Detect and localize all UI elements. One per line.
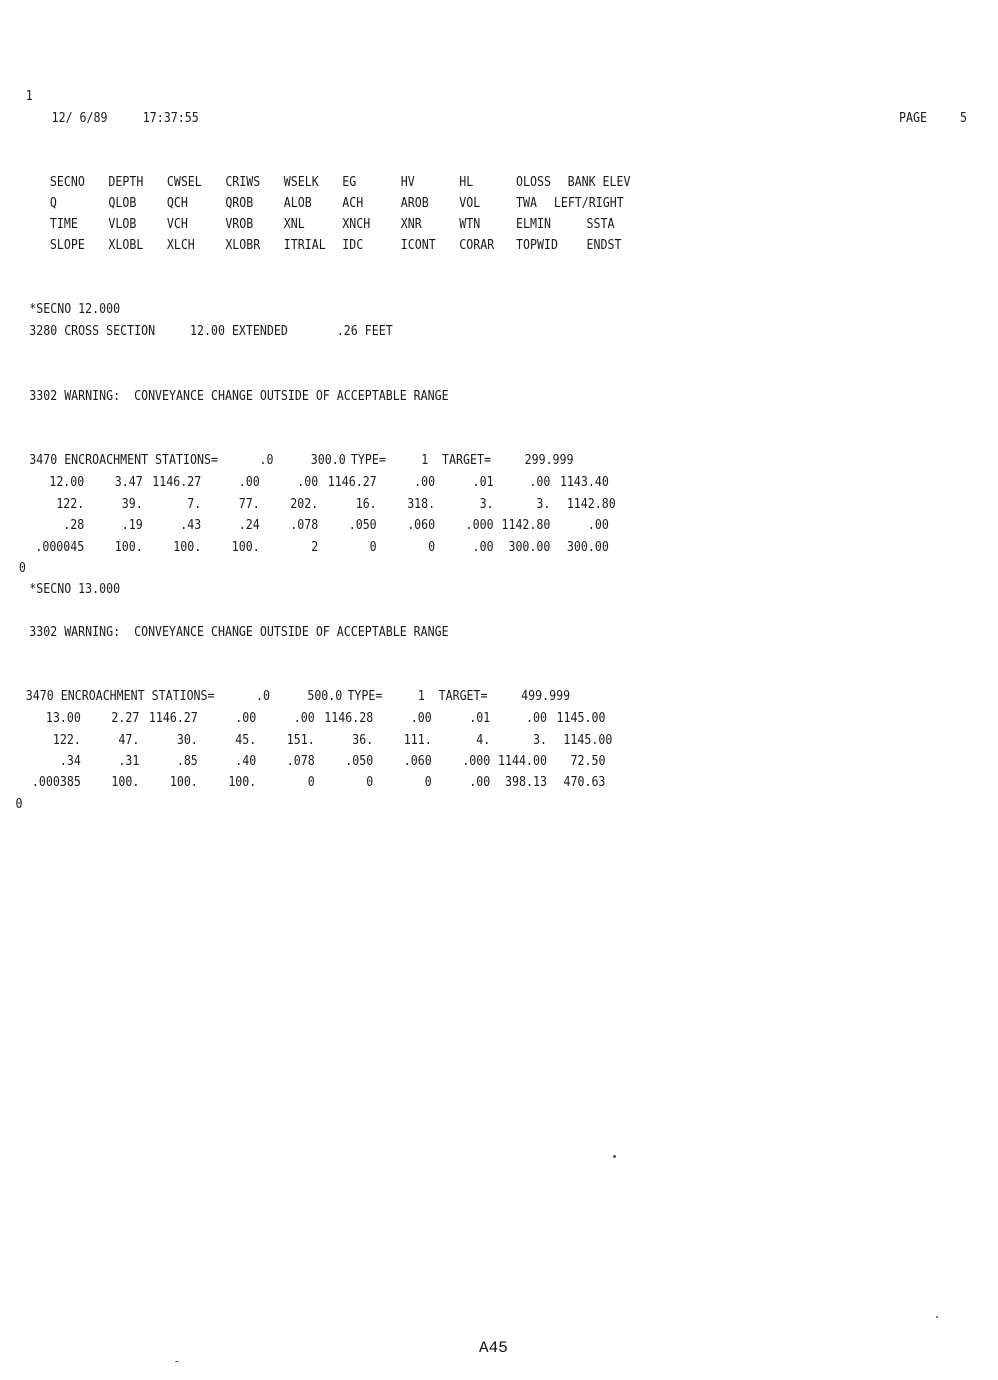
- run-date: 12/ 6/89: [51, 110, 108, 126]
- table-row: 12.00 3.47 1146.27 .00 .00 1146.27 .00 .01 .00 1143.40: [49, 474, 609, 490]
- legend-row: Q QLOB QCH QROB ALOB ACH AROB VOL TWA LEFT/RIGHT: [49, 195, 624, 211]
- table-row: .000045 100. 100. 100. 2 0 0 .00 300.00 300.00: [35, 539, 609, 555]
- encroachment-line: 3470 ENCROACHMENT STATIONS= .0 500.0 TYPE= 1 TARGET= 499.999: [25, 688, 571, 704]
- page-label: PAGE: [899, 110, 927, 126]
- legend-row: SECNO DEPTH CWSEL CRIWS WSELK EG HV HL OLOSS BANK ELEV: [49, 174, 631, 190]
- scan-speck: [936, 1316, 938, 1318]
- legend-row: SLOPE XLOBL XLCH XLOBR ITRIAL IDC ICONT CORAR TOPWID ENDST: [49, 237, 622, 253]
- table-row: .000385 100. 100. 100. 0 0 0 .00 398.13 470.63: [31, 774, 606, 790]
- table-row: 13.00 2.27 1146.27 .00 .00 1146.28 .00 .01 .00 1145.00: [45, 710, 606, 726]
- page-indicator: [899, 108, 968, 128]
- encroachment-line: 3470 ENCROACHMENT STATIONS= .0 300.0 TYPE= 1 TARGET= 299.999: [29, 452, 574, 468]
- table-row: 122. 47. 30. 45. 151. 36. 111. 4. 3. 1145.00: [52, 732, 613, 748]
- run-header: [0, 108, 858, 128]
- table-row: .34 .31 .85 .40 .078 .050 .060 .000 1144.00 72.50: [59, 753, 606, 769]
- run-time: 17:37:55: [142, 110, 199, 126]
- page-code: A45: [479, 1339, 508, 1357]
- scan-speck: [613, 1155, 616, 1158]
- table-row: .28 .19 .43 .24 .078 .050 .060 .000 1142.80 .00: [63, 517, 609, 533]
- scan-speck: [175, 1361, 179, 1362]
- legend-row: TIME VLOB VCH VROB XNL XNCH XNR WTN ELMIN SSTA: [49, 216, 615, 232]
- page-number: 5: [960, 110, 968, 126]
- table-row: 122. 39. 7. 77. 202. 16. 318. 3. 3. 1142.80: [56, 496, 616, 512]
